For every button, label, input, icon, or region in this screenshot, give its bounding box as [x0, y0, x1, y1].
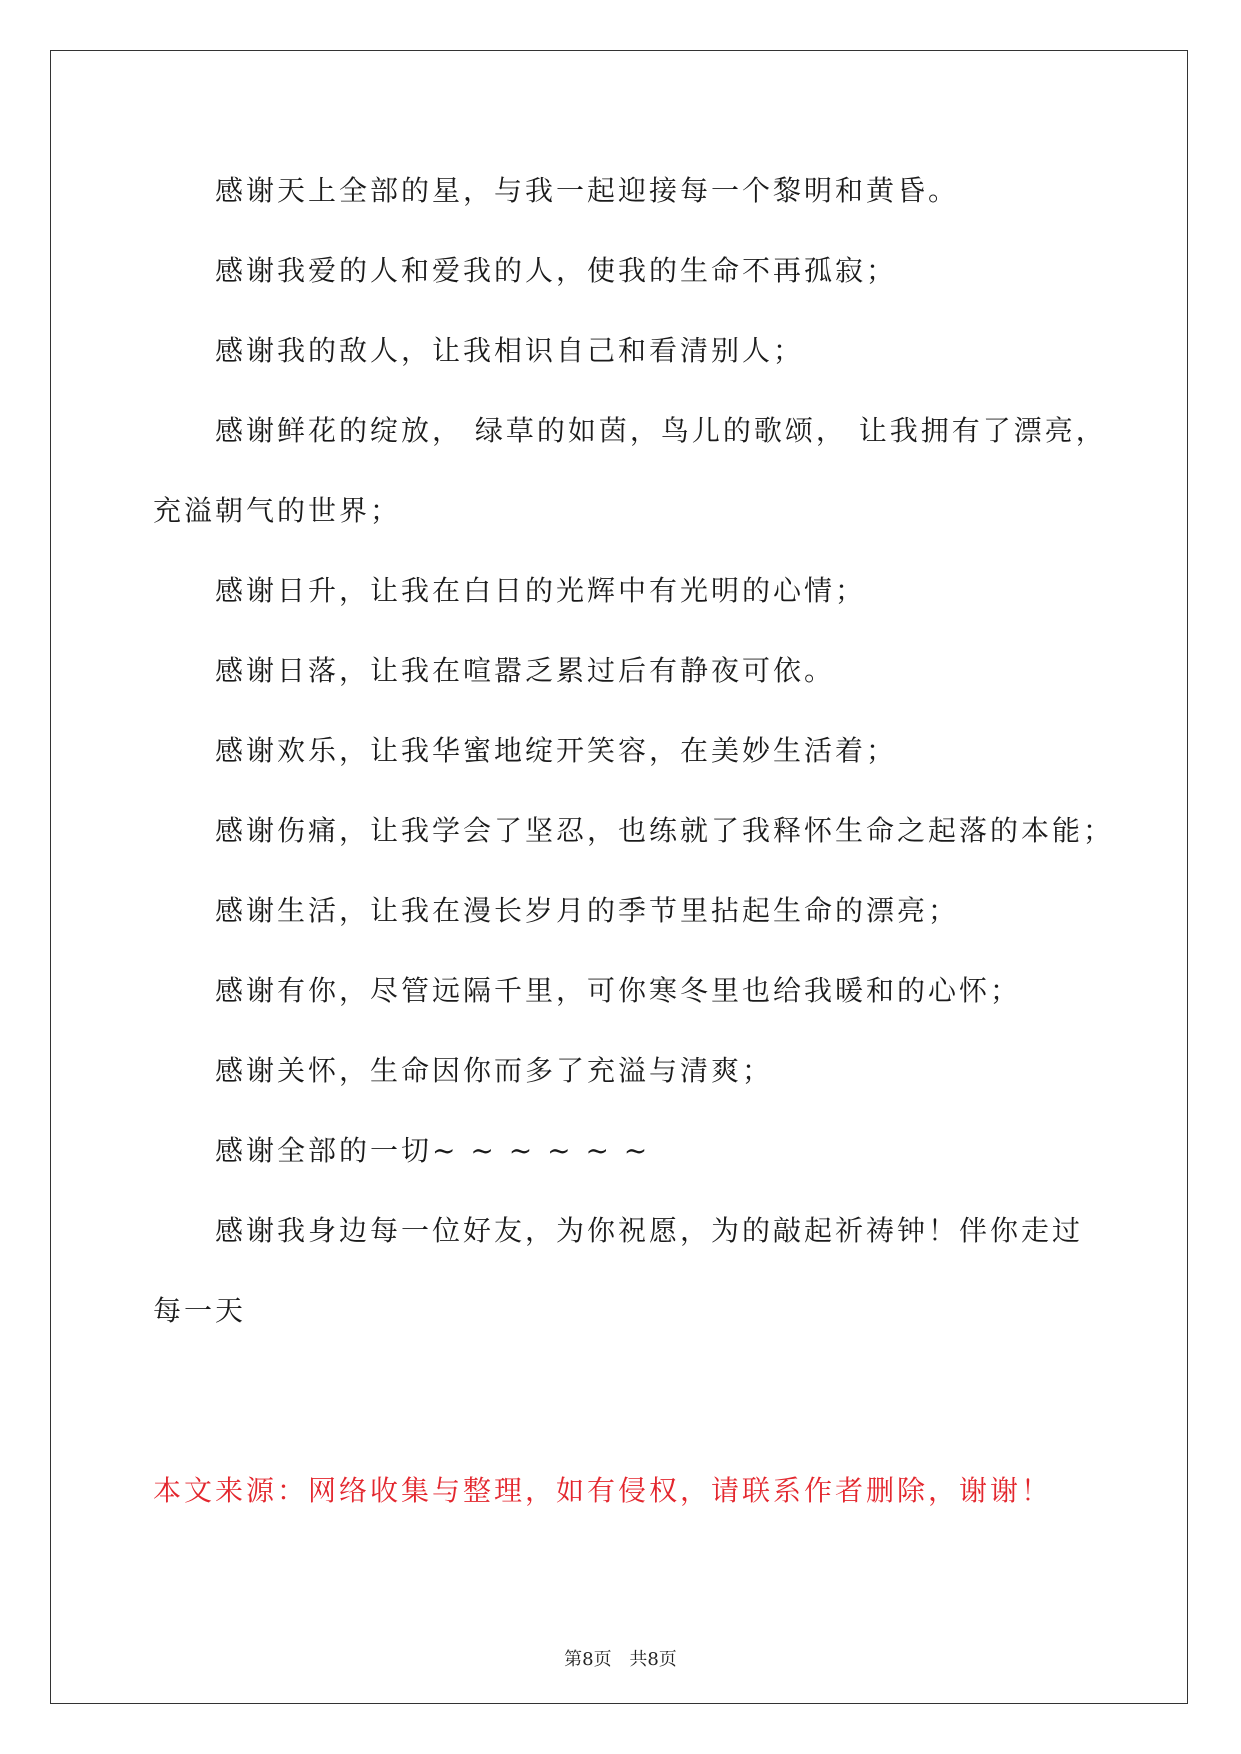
current-page-number: 第8页	[564, 1649, 612, 1670]
paragraph: 感谢我身边每一位好友，为你祝愿，为的敲起祈祷钟！伴你走过	[215, 1214, 1084, 1247]
paragraph: 感谢我的敌人，让我相识自己和看清别人；	[215, 334, 805, 367]
source-note: 本文来源：网络收集与整理，如有侵权，请联系作者删除，谢谢！	[153, 1474, 1053, 1507]
paragraph: 感谢伤痛，让我学会了坚忍，也练就了我释怀生命之起落的本能；	[215, 814, 1115, 847]
paragraph: 感谢天上全部的星，与我一起迎接每一个黎明和黄昏。	[215, 174, 960, 207]
paragraph: 感谢日落，让我在喧嚣乏累过后有静夜可依。	[215, 654, 836, 687]
total-pages: 共8页	[629, 1649, 677, 1670]
paragraph: 感谢有你，尽管远隔千里，可你寒冬里也给我暖和的心怀；	[215, 974, 1022, 1007]
paragraph: 感谢欢乐，让我华蜜地绽开笑容，在美妙生活着；	[215, 734, 898, 767]
paragraph: 感谢鲜花的绽放， 绿草的如茵，鸟儿的歌颂， 让我拥有了漂亮，	[215, 414, 1107, 447]
paragraph-continuation: 每一天	[153, 1294, 247, 1327]
paragraph: 感谢全部的一切~ ~ ~ ~ ~ ~	[215, 1134, 651, 1167]
page-footer	[0, 1645, 1241, 1671]
paragraph: 感谢生活，让我在漫长岁月的季节里拈起生命的漂亮；	[215, 894, 960, 927]
paragraph: 感谢关怀，生命因你而多了充溢与清爽；	[215, 1054, 774, 1087]
paragraph: 感谢日升，让我在白日的光辉中有光明的心情；	[215, 574, 867, 607]
paragraph: 感谢我爱的人和爱我的人，使我的生命不再孤寂；	[215, 254, 898, 287]
paragraph-continuation: 充溢朝气的世界；	[153, 494, 402, 527]
